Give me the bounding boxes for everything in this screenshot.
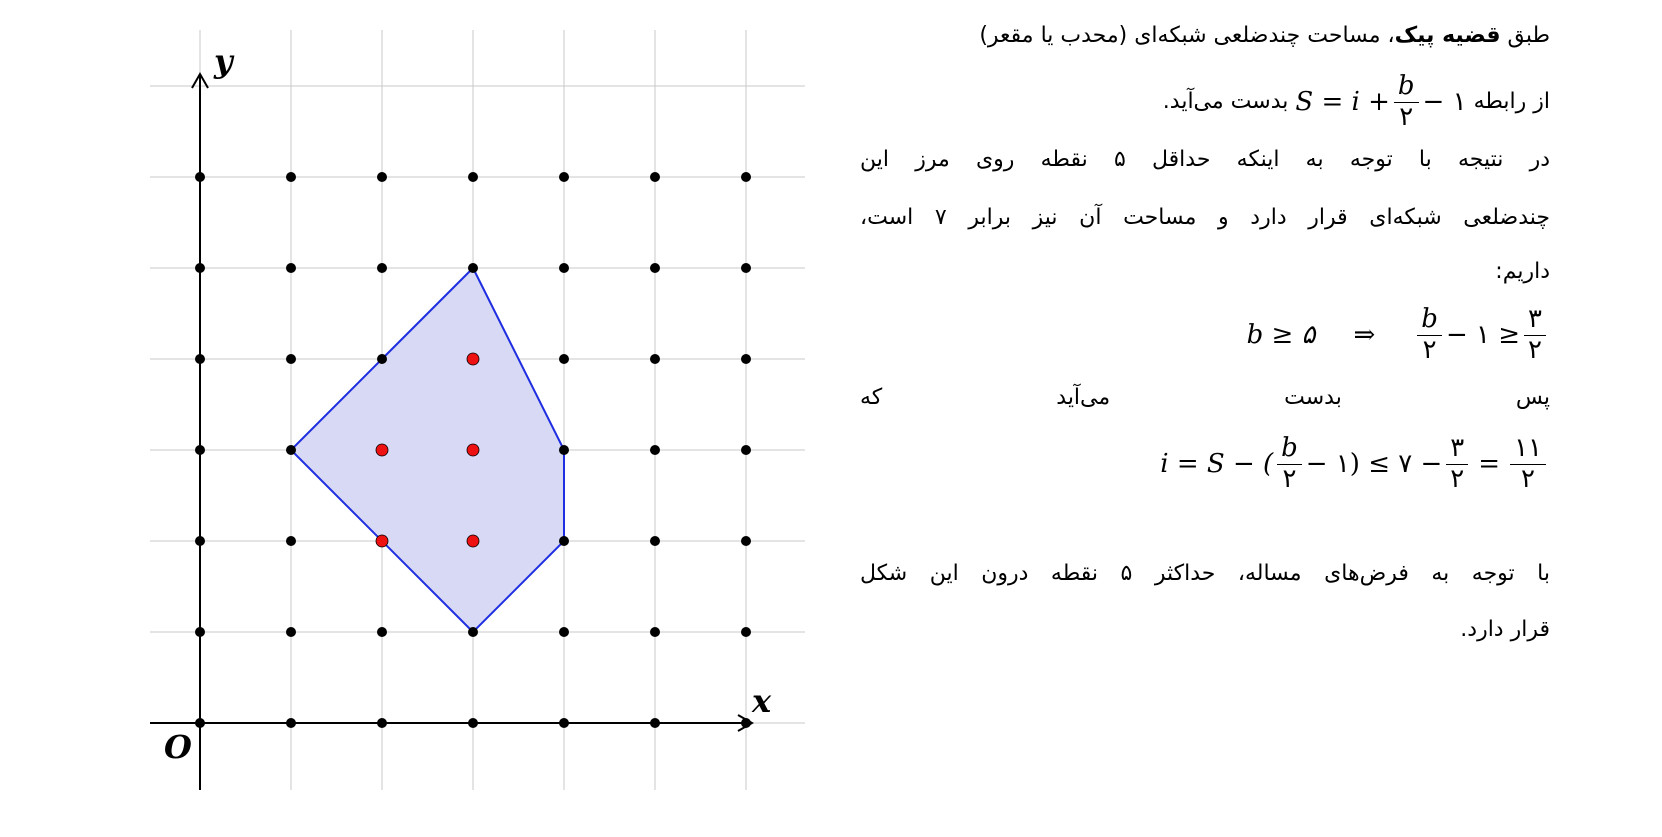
lattice-point: [195, 627, 205, 637]
lattice-point: [377, 172, 387, 182]
lattice-point: [741, 263, 751, 273]
lattice-point: [741, 536, 751, 546]
ineq1-mid: − ۱ ≥: [1445, 320, 1521, 350]
lattice-point: [195, 445, 205, 455]
interior-point: [467, 444, 479, 456]
lattice-point: [650, 263, 660, 273]
ineq2-num3: ۱۱: [1510, 434, 1546, 465]
lattice-point: [286, 627, 296, 637]
lattice-point: [650, 354, 660, 364]
p4-word3: می‌آید: [1056, 385, 1111, 410]
ineq2-frac1: [1277, 434, 1302, 495]
ineq2-frac2: [1446, 434, 1468, 495]
ineq1-den2: ۲: [1528, 334, 1542, 365]
ineq1-num1: b: [1417, 305, 1442, 336]
lattice-point: [741, 718, 751, 728]
interior-point: [376, 444, 388, 456]
pick-den: ۲: [1399, 101, 1414, 132]
explanation-text: [860, 16, 1550, 648]
lattice-point: [286, 354, 296, 364]
p4-word2: بدست: [1284, 385, 1342, 410]
ineq2-den2: ۲: [1450, 463, 1465, 494]
ineq2-num2: ۳: [1446, 434, 1468, 465]
lattice-polygon-figure: [150, 30, 820, 790]
lattice-point: [286, 263, 296, 273]
ineq2-mid: − ۱) ≤ ۷ −: [1305, 449, 1443, 479]
ineq2-frac3: [1510, 434, 1546, 495]
lattice-point: [195, 172, 205, 182]
p1-post: ، مساحت چندضلعی شبکه‌ای (محدب یا مقعر): [979, 23, 1395, 48]
p2-pre: از رابطه: [1473, 89, 1550, 114]
lattice-point: [377, 263, 387, 273]
p4-word1: پس: [1515, 385, 1550, 410]
ineq2-den1: ۲: [1282, 463, 1297, 494]
inequality-2: [860, 416, 1550, 512]
lattice-point: [286, 172, 296, 182]
ineq2-num1: b: [1277, 434, 1302, 465]
origin-label: O: [164, 728, 192, 766]
pick-lhs: S = i +: [1295, 87, 1390, 117]
p4-line: [860, 380, 1550, 416]
pick-tail: − ۱: [1422, 87, 1467, 117]
lattice-point: [468, 172, 478, 182]
lattice-point: [377, 627, 387, 637]
lattice-point: [559, 536, 569, 546]
inequality-1: [860, 290, 1550, 380]
lattice-point: [286, 445, 296, 455]
lattice-point: [741, 627, 751, 637]
lattice-point: [377, 718, 387, 728]
p2-post: بدست می‌آید.: [1162, 89, 1289, 114]
p3-line3: داریم:: [1495, 259, 1550, 284]
p1-pre: طبق: [1500, 23, 1550, 48]
p3-line2: چندضلعی شبکه‌ای قرار دارد و مساحت آن نیز برابر ۷ است،: [860, 205, 1550, 230]
p5-line2: قرار دارد.: [1460, 617, 1550, 642]
ineq2-eq: =: [1478, 449, 1501, 479]
lattice-point: [195, 263, 205, 273]
p3-line1: در نتیجه با توجه به اینکه حداقل ۵ نقطه روی مرز این: [860, 147, 1550, 172]
paragraph-pick-theorem: [860, 16, 1550, 56]
ineq1-left: b ≥ ۵: [1246, 320, 1316, 350]
lattice-point: [559, 718, 569, 728]
p4-word4: که: [860, 385, 883, 410]
p5-line1: با توجه به فرض‌های مساله، حداکثر ۵ نقطه درون این شکل: [860, 561, 1550, 586]
lattice-point: [559, 172, 569, 182]
pick-num: b: [1394, 72, 1419, 103]
lattice-point: [650, 536, 660, 546]
ineq2-lhs: i = S − (: [1160, 449, 1274, 479]
x-axis-label: x: [752, 682, 772, 720]
lattice-point: [650, 172, 660, 182]
lattice-point: [195, 718, 205, 728]
interior-point: [467, 353, 479, 365]
lattice-point: [741, 354, 751, 364]
lattice-point: [650, 627, 660, 637]
y-axis-label: y: [214, 42, 233, 80]
paragraph-pick-formula: [860, 62, 1550, 142]
lattice-point: [650, 718, 660, 728]
interior-point: [467, 535, 479, 547]
lattice-point: [195, 536, 205, 546]
ineq1-den1: ۲: [1422, 334, 1437, 365]
ineq1-frac1: [1417, 305, 1442, 366]
pick-theorem-bold: قضیه پیک: [1394, 23, 1501, 48]
lattice-point: [650, 445, 660, 455]
lattice-point: [559, 627, 569, 637]
lattice-point: [559, 354, 569, 364]
ineq1-frac2: [1524, 305, 1546, 366]
lattice-point: [741, 172, 751, 182]
lattice-point: [377, 354, 387, 364]
lattice-point: [559, 445, 569, 455]
lattice-point: [195, 354, 205, 364]
lattice-point: [468, 718, 478, 728]
pick-formula: [1295, 62, 1466, 142]
interior-point: [376, 535, 388, 547]
pick-fraction: [1394, 72, 1419, 133]
lattice-point: [468, 627, 478, 637]
lattice-point: [286, 536, 296, 546]
lattice-point: [559, 263, 569, 273]
implies-arrow: ⇒: [1353, 320, 1376, 350]
ineq2-den3: ۲: [1521, 463, 1536, 494]
pick-polygon: [291, 268, 564, 632]
lattice-point: [468, 263, 478, 273]
lattice-point: [286, 718, 296, 728]
ineq1-num2: ۳: [1524, 305, 1546, 336]
lattice-point: [741, 445, 751, 455]
